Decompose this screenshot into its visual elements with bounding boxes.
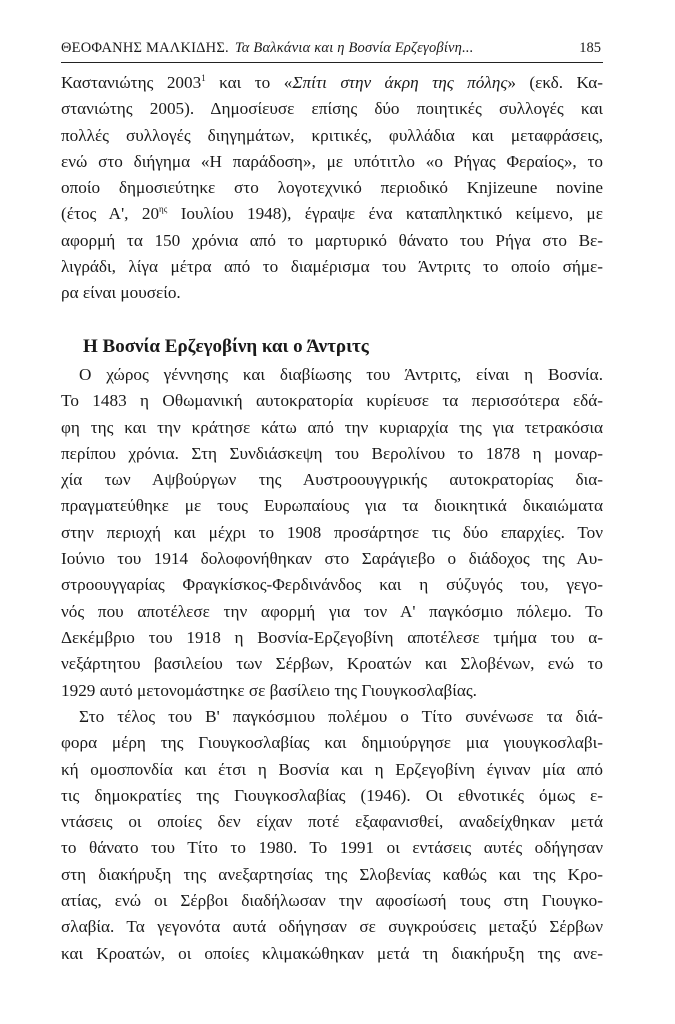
- text-line: φη της και την κράτησε κάτω από την κυριαρχία της για τετρακόσια: [61, 417, 603, 437]
- text-line: κή ομοσπονδία και έτσι η Βοσνία και η Ερζεγοβίνη έγιναν μία από: [61, 759, 603, 779]
- text-line: Ο χώρος γέννησης και διαβίωσης του Άντριτς, είναι η Βοσνία.: [79, 365, 603, 384]
- text-line: περίπου χρόνια. Στη Συνδιάσκεψη του Βερολίνου το 1878 η μοναρ-: [61, 443, 603, 463]
- text-line: [61, 70, 603, 96]
- text-line: ντάσεις οι οποίες δεν είχαν ποτέ εξαφανισθεί, αναδείχθηκαν μετά: [61, 812, 603, 832]
- text-line: πραγματεύθηκε με τους Ευρωπαίους για τα διοικητικά δικαιώματα: [61, 496, 603, 516]
- text-line: και Κροατών, οι οποίες κλιμακώθηκαν μετά τη διακήρυξη της ανε-: [61, 943, 603, 963]
- text-line: Στο τέλος του Β' παγκόσμιου πολέμου ο Τίτο συνένωσε τα διά-: [79, 707, 603, 726]
- text-line: νεξάρτητου βασιλείου των Σέρβων, Κροατών και Σλοβένων, ενώ το: [61, 654, 603, 674]
- book-title: Σπίτι στην άκρη της πόλης: [292, 73, 508, 92]
- ordinal-suffix: ης: [159, 204, 168, 215]
- section-heading: Η Βοσνία Ερζεγοβίνη και ο Άντριτς: [83, 336, 369, 357]
- text-line: [61, 201, 603, 227]
- text-run: » (εκδ. Κα-: [507, 73, 603, 92]
- text-line: 1929 αυτό μετονομάστηκε σε βασίλειο της Γιουγκοσλαβίας.: [61, 680, 477, 700]
- text-line: φορα μέρη της Γιουγκοσλαβίας και δημιούργησε μια γιουγκοσλαβι-: [61, 733, 603, 753]
- text-run: και το «: [205, 73, 293, 92]
- footnote-marker: 1: [201, 73, 206, 83]
- text-run: Ιουλίου 1948), έγραψε ένα καταπληκτικό κείμενο, με: [167, 204, 603, 224]
- paragraph-1: [61, 70, 603, 307]
- text-line: ατίας, ενώ οι Σέρβοι διαδήλωσαν την αφοσίωσή τους στη Γιουγκο-: [61, 891, 603, 911]
- text-line: λιγράδι, λίγα μέτρα από το διαμέρισμα του Άντριτς το οποίο σήμε-: [61, 257, 603, 277]
- text-line: αφορμή τα 150 χρόνια από το μαρτυρικό θάνατο του Ρήγα στο Βε-: [61, 230, 603, 250]
- text-line: στη διακήρυξη της ανεξαρτησίας της Σλοβενίας καθώς και της Κρο-: [61, 864, 603, 884]
- header-title: Τα Βαλκάνια και η Βοσνία Ερζεγοβίνη...: [234, 40, 474, 56]
- header-author: ΘΕΟΦΑΝΗΣ ΜΑΛΚΙΔΗΣ.: [61, 40, 229, 56]
- text-line: τις δημοκρατίες της Γιουγκοσλαβίας (1946). Οι εθνοτικές όμως ε-: [61, 785, 603, 805]
- text-line: ενώ στο διήγημα «Η παράδοση», με υπότιτλο «ο Ρήγας Φεραίος», το: [61, 151, 603, 171]
- text-line: χία των Αψβούργων της Αυστροουγγρικής αυτοκρατορίας δια-: [61, 470, 603, 490]
- paragraph-3: [61, 704, 603, 967]
- text-line: Δεκέμβριο του 1918 η Βοσνία-Ερζεγοβίνη αποτέλεσε τμήμα του α-: [61, 627, 603, 647]
- text-line: πολλές συλλογές διηγημάτων, κριτικές, φυλλάδια και μεταφράσεις,: [61, 125, 603, 145]
- text-line: το θάνατο του Τίτο το 1980. Το 1991 οι εντάσεις αυτές οδήγησαν: [61, 838, 603, 858]
- page-number: 185: [579, 40, 601, 56]
- text-line: στην περιοχή και μέχρι το 1908 προσάρτησε τις δύο επαρχίες. Τον: [61, 522, 603, 542]
- running-header: [61, 38, 603, 63]
- paragraph-2: [61, 362, 603, 704]
- text-line: στανιώτης 2005). Δημοσίευσε επίσης δύο ποιητικές συλλογές και: [61, 99, 603, 119]
- text-line: νός που αποτέλεσε την αφορμή για τον Α' παγκόσμιο πόλεμο. Το: [61, 601, 603, 621]
- text-line: οποίο δημοσιεύτηκε στο λογοτεχνικό περιοδικό Knjizeune novine: [61, 178, 603, 198]
- text-line: σλαβία. Τα γεγονότα αυτά οδήγησαν σε συγκρούσεις μεταξύ Σέρβων: [61, 917, 603, 937]
- text-line: στροουγγαρίας Φραγκίσκος-Φερδινάνδος και η σύζυγός του, γεγο-: [61, 575, 603, 595]
- header-text: [61, 40, 474, 57]
- text-run: Καστανιώτης 2003: [61, 73, 202, 92]
- text-line: ρα είναι μουσείο.: [61, 283, 181, 303]
- text-run: (έτος Α', 20: [61, 204, 160, 224]
- text-line: Ιούνιο του 1914 δολοφονήθηκαν στο Σαράγιεβο ο διάδοχος της Αυ-: [61, 549, 603, 569]
- text-line: Το 1483 η Οθωμανική αυτοκρατορία κυρίευσε τα περισσότερα εδά-: [61, 391, 603, 411]
